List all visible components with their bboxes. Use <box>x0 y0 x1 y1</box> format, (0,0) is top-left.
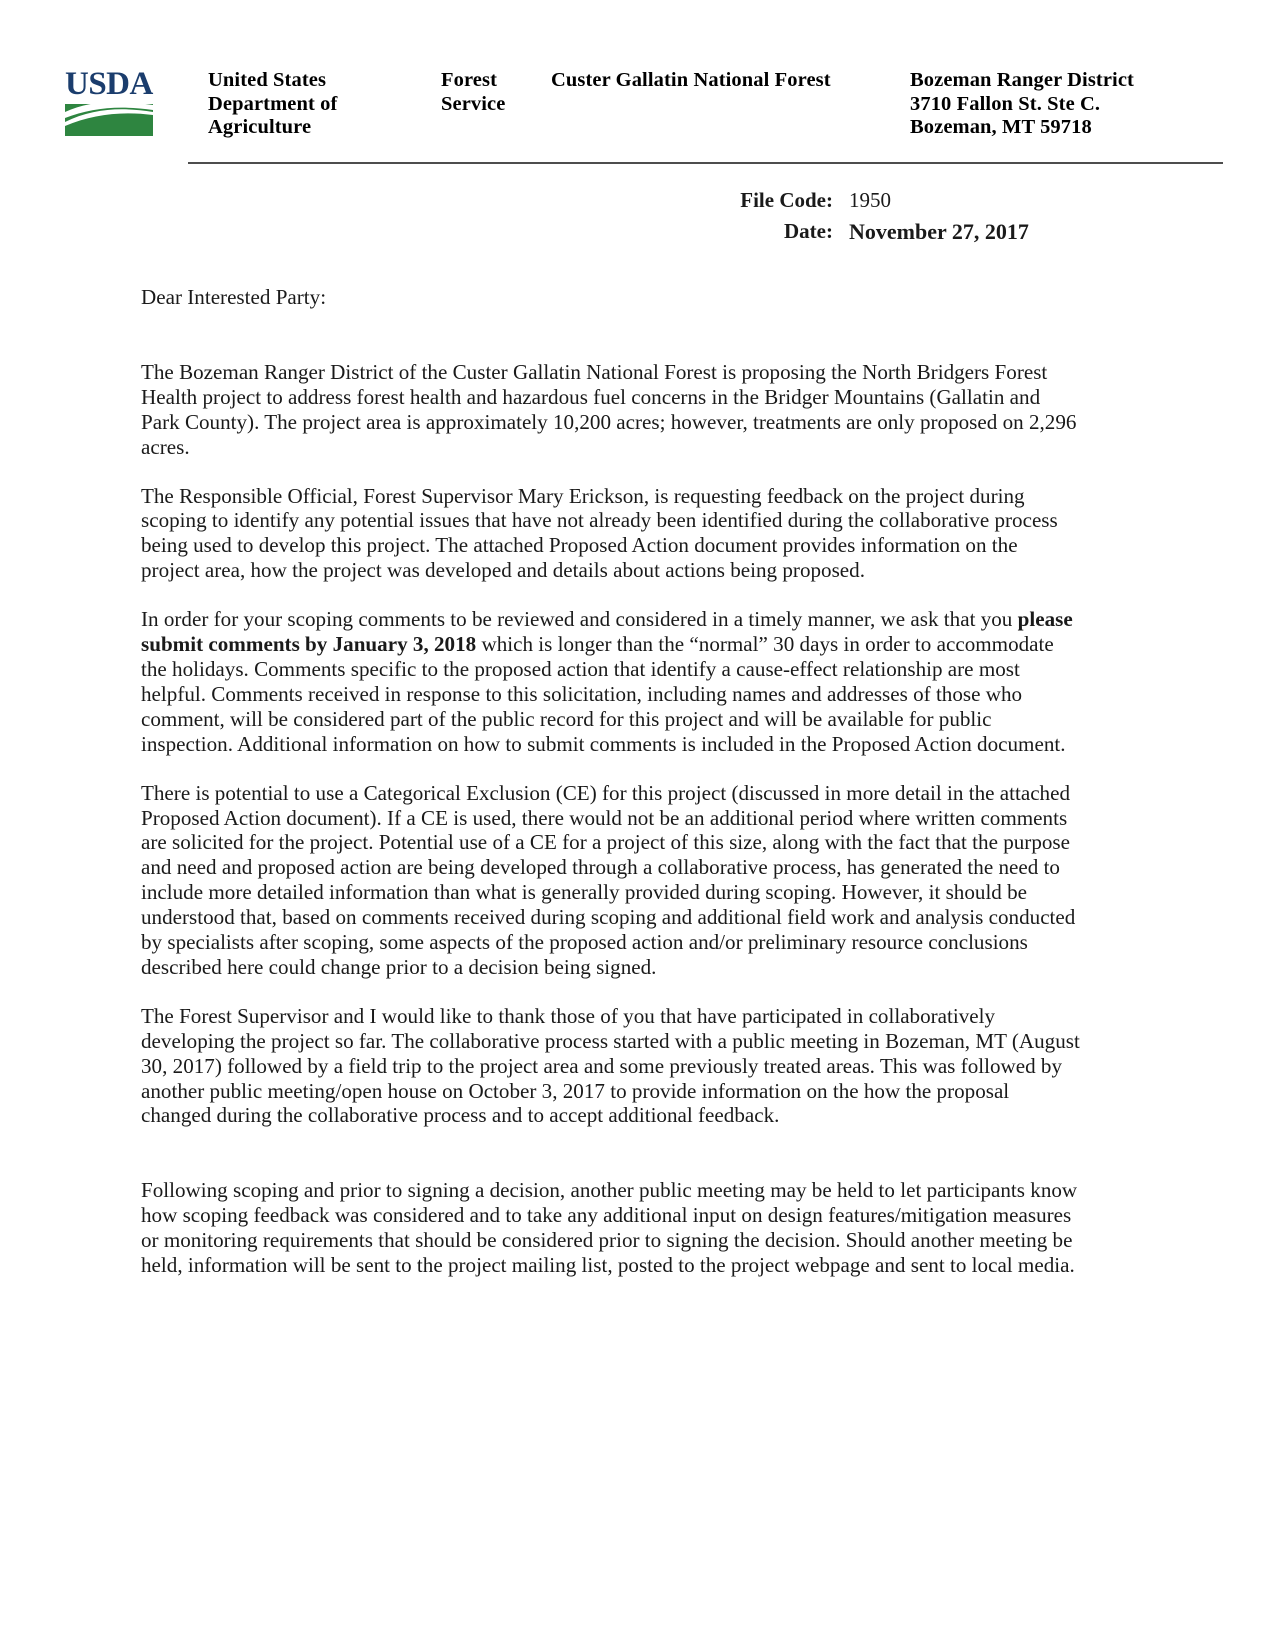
paragraph-comment-deadline <box>141 607 1081 756</box>
comment-deadline-rest: which is longer than the “normal” 30 days in order to accommodate the holidays. Comments specific to the proposed action that identify a cause-effect relationship are most helpful. Comments received in response to this solicitation, including names and addresses of those who comment, will be considered part of the public record for this project and will be available for public inspection. Additional information on how to submit comments is included in the Proposed Action document. <box>141 632 1066 756</box>
letterhead-agency: United States Department of Agriculture <box>208 69 338 138</box>
letter-body <box>141 285 1081 1302</box>
date-label: Date: <box>784 219 833 243</box>
file-code-value: 1950 <box>849 188 891 212</box>
paragraph-collaborative-process: The Forest Supervisor and I would like to thank those of you that have participated in collaboratively developing the project so far. The collaborative process started with a public meeting in Bozeman, MT (August 30, 2017) followed by a field trip to the project area and some previously treated areas. This was followed by another public meeting/open house on October 3, 2017 to provide information on the how the proposal changed during the collaborative process and to accept additional feedback. <box>141 1003 1080 1128</box>
letterhead-forest-name: Custer Gallatin National Forest <box>551 69 831 91</box>
letterhead-divider <box>188 162 1223 164</box>
paragraph-future-meeting: Following scoping and prior to signing a decision, another public meeting may be held to let participants know how scoping feedback was considered and to take any additional input on design features/mitigation measures or monitoring requirements that should be considered prior to signing the decision. Should another meeting be held, information will be sent to the project mailing list, posted to the project webpage and sent to local media. <box>141 1178 1078 1278</box>
paragraph-responsible-official: The Responsible Official, Forest Supervisor Mary Erickson, is requesting feedback on the project during scoping to identify any potential issues that have not already been identified during the collaborative process being used to develop this project. The attached Proposed Action document provides information on the project area, how the project was developed and details about actions being proposed. <box>141 483 1058 583</box>
paragraph-categorical-exclusion: There is potential to use a Categorical Exclusion (CE) for this project (discussed in more detail in the attached Proposed Action document). If a CE is used, there would not be an additional period where written comments are solicited for the project. Potential use of a CE for a project of this size, along with the fact that the purpose and need and proposed action are being developed through a collaborative process, has generated the need to include more detailed information than what is generally provided during scoping. However, it should be understood that, based on comments received during scoping and additional field work and analysis conducted by specialists after scoping, some aspects of the proposed action and/or preliminary resource conclusions described here could change prior to a decision being signed. <box>141 780 1076 979</box>
comment-deadline-emphasis: please submit comments by January 3, 2018 <box>141 607 1073 657</box>
date-value: November 27, 2017 <box>849 219 1029 244</box>
usda-logo-icon <box>63 60 155 138</box>
comment-deadline-lead: In order for your scoping comments to be reviewed and considered in a timely manner, we ask that you <box>141 607 1018 632</box>
file-code-row <box>0 188 1265 219</box>
svg-text:USDA: USDA <box>65 66 153 102</box>
file-code-label: File Code: <box>740 188 833 212</box>
letterhead-service: Forest Service <box>441 69 506 115</box>
letterhead <box>0 52 1265 152</box>
paragraph-project-overview: The Bozeman Ranger District of the Custer Gallatin National Forest is proposing the North Bridgers Forest Health project to address forest health and hazardous fuel concerns in the Bridger Mountains (Gallatin and Park County). The project area is approximately 10,200 acres; however, treatments are only proposed on 2,296 acres. <box>141 359 1077 459</box>
date-row <box>0 219 1265 250</box>
letterhead-address: Bozeman Ranger District 3710 Fallon St. Ste C. Bozeman, MT 59718 <box>910 69 1134 138</box>
letter-meta-block <box>0 188 1265 250</box>
salutation: Dear Interested Party: <box>141 285 327 309</box>
